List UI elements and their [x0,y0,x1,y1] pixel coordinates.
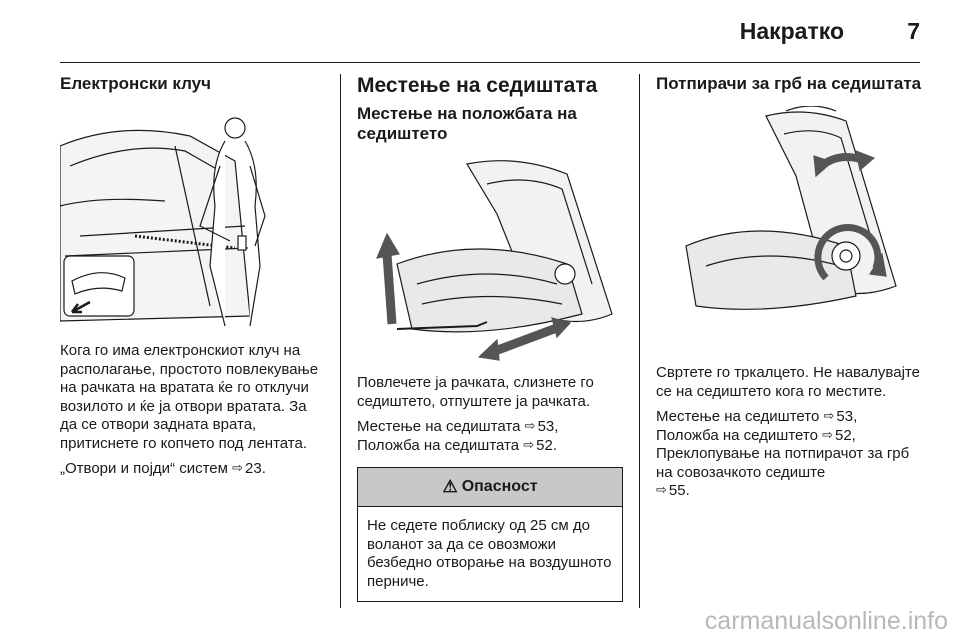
reference-page[interactable]: 53, [836,408,858,425]
reference-backrest [656,408,922,501]
page-title: Накратко [739,18,844,44]
reference-page[interactable]: 52. [536,436,558,454]
page-reference-arrow-icon: ⇨ [823,408,835,423]
section-heading-seat-backrests: Потпирачи за грб на седиштата [656,74,922,93]
reference-text: Местење на седиштето [656,408,820,425]
section-heading-seat-adjustment: Местење на седиштата [357,74,598,97]
column-seat-backrests [656,74,922,608]
page-reference-arrow-icon: ⇨ [524,418,536,433]
illustration-backrest-wheel [656,106,922,314]
illustration-car-door-key [60,106,324,328]
column-electronic-key [60,74,324,608]
column-seat-adjustment [357,74,623,608]
warning-box [357,467,623,602]
reference-seat-adjustment [357,418,623,455]
paragraph-seat-position: Повлечете ја рачката, слизнете го седиштето, отпуштете ја рачката. [357,374,594,410]
page-number: 7 [907,18,920,44]
column-divider-1 [340,74,341,608]
reference-page[interactable]: 23. [245,460,266,477]
warning-header [358,468,622,507]
paragraph-backrest: Свртете го тркалцето. Не навалувајте се на седиштето кога го местите. [656,364,920,400]
warning-body [358,507,622,601]
reference-keyless-system [60,460,324,479]
column-divider-2 [639,74,640,608]
reference-page[interactable]: 52, [835,426,856,444]
reference-text: „Отвори и појди“ систем [60,460,228,477]
warning-triangle-icon: ⚠ [442,477,458,496]
page-header [60,0,920,63]
reference-page[interactable]: 53, [537,418,559,435]
paragraph-electronic-key: Кога го има електронскиот клуч на располагање, простото повлекување на рачката на вратата ќе го отклучи возилото и ќе ја отвори вратата. За да се отвори задната врата, притиснете го копчето под лентата. [60,342,319,452]
illustration-seat-position [357,154,623,366]
page-reference-arrow-icon: ⇨ [232,460,244,475]
reference-text: Положба на седиштата [357,436,520,454]
warning-title: Опасност [461,478,538,495]
page-reference-arrow-icon: ⇨ [656,482,667,497]
warning-text: Не седете поблиску од 25 см до воланот за да се овозможи безбедно отворање на воздушното перниче. [367,517,612,590]
reference-text: Преклопување на потпирачот за грб на совозачкото седиште [656,445,910,481]
section-heading-electronic-key: Електронски клуч [60,74,211,93]
page-reference-arrow-icon: ⇨ [523,436,535,452]
page-reference-arrow-icon: ⇨ [822,426,833,442]
watermark: carmanualsonline.info [704,607,948,635]
reference-page[interactable]: 55. [668,482,690,499]
reference-text: Положба на седиштето [656,426,818,444]
subsection-heading-seat-position: Местење на положбата на седиштето [357,104,577,143]
reference-text: Местење на седиштата [357,418,521,435]
